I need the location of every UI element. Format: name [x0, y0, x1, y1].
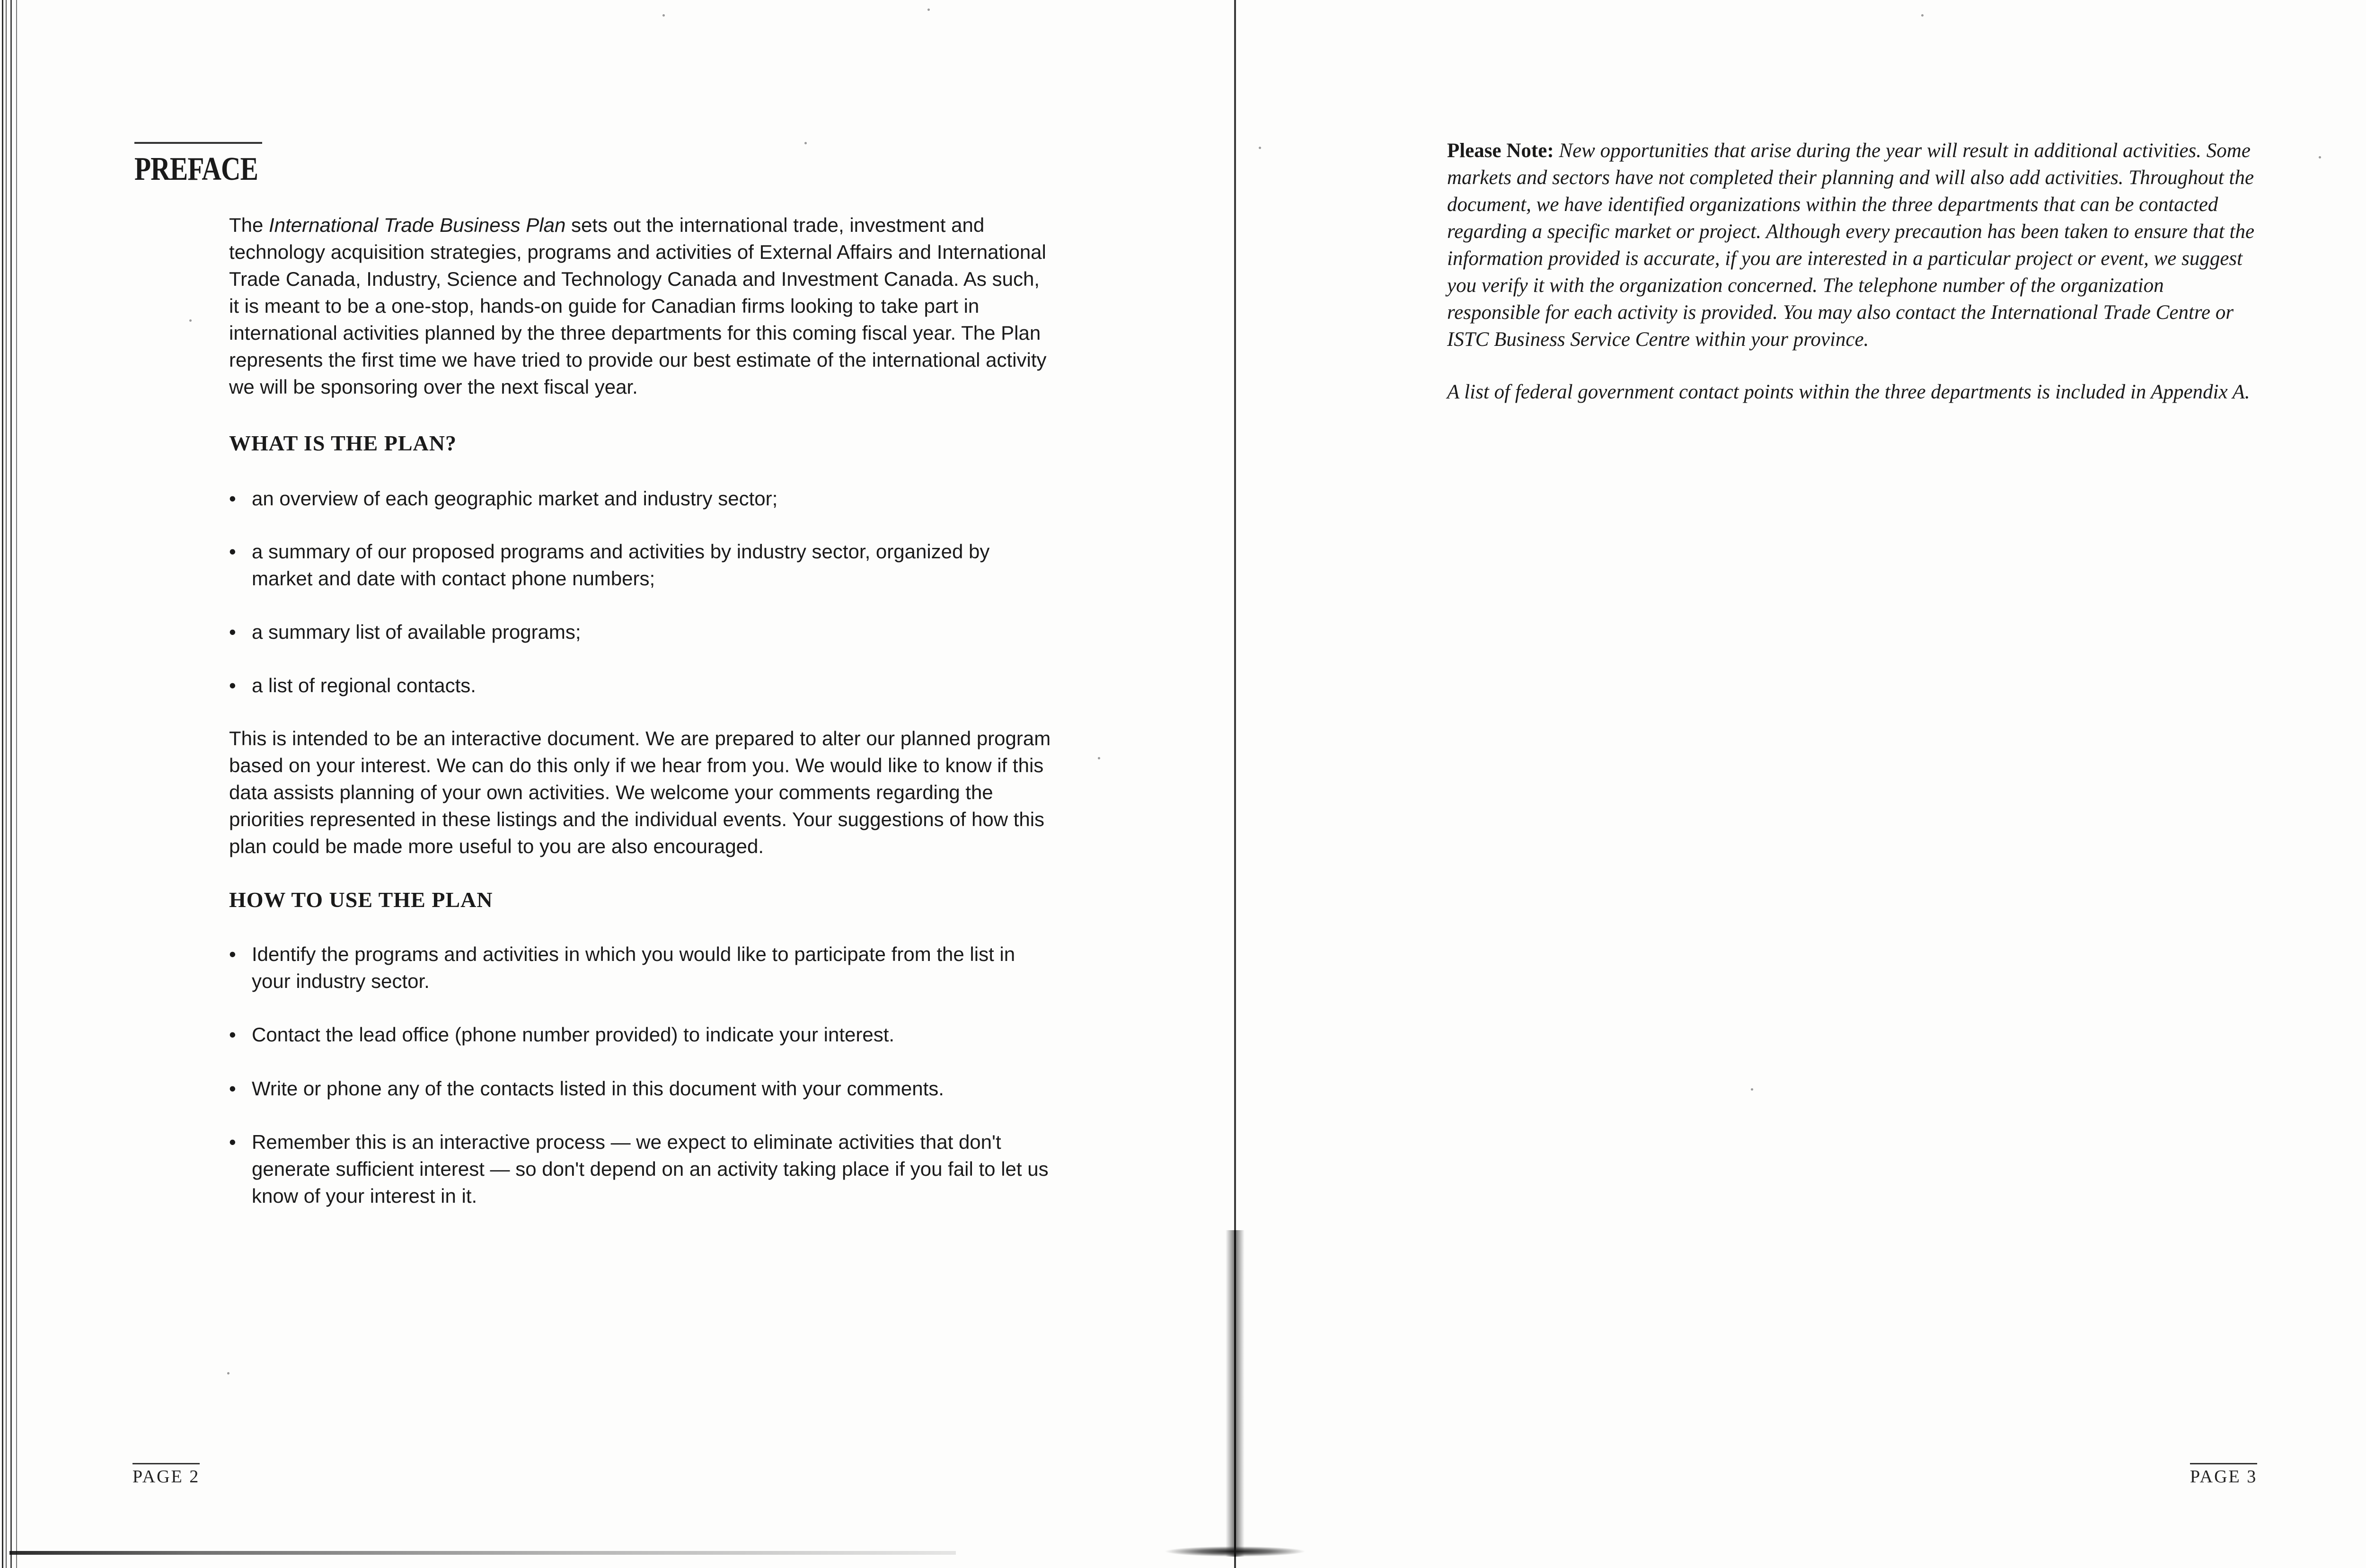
- bullet-icon: •: [229, 1023, 236, 1046]
- list-item-text: Remember this is an interactive process — we expect to eliminate activities that don't generate sufficient interest — so don't depend on an activity taking place if you fail to let us know of your interest in it.: [252, 1131, 1049, 1207]
- list-item-text: a summary of our proposed programs and activities by industry sector, organized by market and date with contact phone numbers;: [252, 540, 990, 590]
- intro-prefix: The: [229, 214, 269, 236]
- list-item-text: a list of regional contacts.: [252, 674, 476, 696]
- page-title: PREFACE: [134, 151, 258, 187]
- binding-edge-line: [16, 0, 17, 1568]
- list-item: [229, 1128, 1052, 1209]
- list-item-text: Write or phone any of the contacts listed in this document with your comments.: [252, 1077, 944, 1100]
- scan-speck: [1921, 14, 1924, 17]
- bullet-icon: •: [229, 621, 236, 643]
- list-item: [229, 538, 1052, 592]
- bullet-icon: •: [229, 487, 236, 510]
- scan-speck: [927, 9, 930, 11]
- scan-speck: [1098, 757, 1100, 759]
- bullet-icon: •: [229, 1077, 236, 1100]
- list-item: [229, 1021, 1052, 1048]
- bullet-icon: •: [229, 1131, 236, 1153]
- binding-edge-line: [2, 0, 3, 1568]
- list-item: [229, 941, 1052, 995]
- please-note-label: Please Note:: [1447, 140, 1554, 162]
- how-to-use-heading: HOW TO USE THE PLAN: [229, 888, 493, 912]
- scan-speck: [2319, 156, 2321, 159]
- page-bottom-edge: [9, 1551, 956, 1555]
- bullet-icon: •: [229, 943, 236, 965]
- list-item-text: an overview of each geographic market and industry sector;: [252, 487, 778, 510]
- gutter-shadow: [1226, 1230, 1245, 1557]
- page-number-right: PAGE 3: [2190, 1463, 2257, 1487]
- binding-edge-line: [6, 0, 7, 1568]
- list-item: [229, 672, 1052, 699]
- list-item: [229, 618, 1052, 645]
- gutter-foot-shadow: [1164, 1546, 1306, 1557]
- list-item-text: Identify the programs and activities in which you would like to participate from the list in your industry sector.: [252, 943, 1015, 992]
- plan-title-italic: International Trade Business Plan: [269, 214, 566, 236]
- interactive-paragraph: [229, 725, 1052, 860]
- intro-paragraph: [229, 211, 1052, 400]
- list-item-text: a summary list of available programs;: [252, 621, 581, 643]
- scan-speck: [662, 14, 665, 17]
- interactive-paragraph-text: This is intended to be an interactive document. We are prepared to alter our planned program based on your interest. We can do this only if we hear from you. We would like to know if this data assists planning of your own activities. We welcome your comments regarding the priorities represented in these listings and the individual events. Your suggestions of how this plan could be made more useful to you are also encouraged.: [229, 727, 1051, 857]
- please-note-paragraph: [1447, 137, 2261, 353]
- bullet-icon: •: [229, 540, 236, 563]
- list-item: [229, 485, 1052, 512]
- please-note-text: New opportunities that arise during the year will result in additional activities. Some markets and sectors have not completed their planning and will also add activities. Throughout the document, we have identified organizations within the three departments that can be contacted regarding a specific market or project. Although every precaution has been taken to ensure that the information provided is accurate, if you are interested in a particular project or event, we suggest you verify it with the organization concerned. The telephone number of the organization responsible for each activity is provided. You may also contact the International Trade Centre or ISTC Business Service Centre within your province.: [1447, 140, 2255, 351]
- intro-rest: sets out the international trade, investment and technology acquisition strategies, programs and activities of External Affairs and International Trade Canada, Industry, Science and Technology Canada and Investment Canada. As such, it is meant to be a one-stop, hands-on guide for Canadian firms looking to take part in international activities planned by the three departments for this coming fiscal year. The Plan represents the first time we have tried to provide our best estimate of the international activity we will be sponsoring over the next fiscal year.: [229, 214, 1047, 398]
- scan-speck: [189, 319, 192, 322]
- bullet-icon: •: [229, 674, 236, 696]
- scan-speck: [1751, 1088, 1753, 1091]
- what-is-plan-heading: WHAT IS THE PLAN?: [229, 431, 457, 455]
- scan-speck: [1259, 147, 1261, 149]
- page-number-left: PAGE 2: [132, 1463, 200, 1487]
- binding-edge-line: [10, 0, 12, 1568]
- appendix-note: A list of federal government contact points within the three departments is included in Appendix A.: [1447, 381, 2250, 403]
- list-item: [229, 1075, 1052, 1102]
- scan-speck: [804, 142, 807, 144]
- list-item-text: Contact the lead office (phone number provided) to indicate your interest.: [252, 1023, 895, 1046]
- scan-speck: [227, 1372, 230, 1374]
- title-rule: [134, 142, 262, 144]
